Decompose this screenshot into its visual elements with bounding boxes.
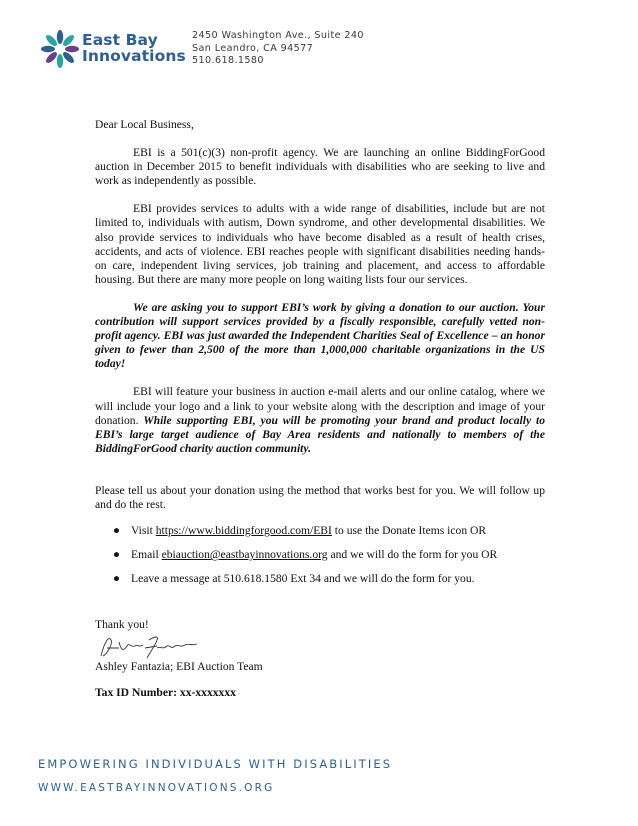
footer-website: WWW.EASTBAYINNOVATIONS.ORG: [38, 782, 275, 794]
address-phone: 510.618.1580: [192, 55, 264, 67]
letterhead-address: [192, 30, 364, 68]
logo-line-1: East Bay: [82, 31, 158, 49]
logo-line-2: Innovations: [82, 47, 186, 65]
option-text: Visit: [131, 524, 156, 538]
option-text: and we will do the form for you OR: [327, 548, 498, 562]
option-text: Leave a message at 510.618.1580 Ext 34 and we will do the form for you.: [131, 572, 475, 586]
ebi-pinwheel-logo-icon: [40, 26, 80, 72]
closing: Thank you!: [95, 618, 149, 632]
company-logo: [40, 26, 190, 76]
list-item: [113, 572, 545, 586]
signer-name: Ashley Fantazia; EBI Auction Team: [95, 660, 263, 674]
logo-wordmark: [82, 32, 186, 64]
letter-body: [95, 118, 545, 700]
handwritten-signature: [97, 634, 217, 660]
paragraph-appeal: We are asking you to support EBI’s work by giving a donation to our auction. Your contribution will support services provided by a fiscally responsible, carefully vetted non-profit agency. EBI was just awarded the Independent Charities Seal of Excellence – an honor given to fewer than 2,500 of the more than 1,000,000 charitable organizations in the US today!: [95, 300, 545, 371]
paragraph-promotion: [95, 385, 545, 455]
paragraph-intro: EBI is a 501(c)(3) non-profit agency. We are launching an online BiddingForGood auction in December 2015 to benefit individuals with disabilities who are seeking to live and work as independently as possible.: [95, 146, 545, 188]
donation-options-list: [95, 524, 545, 586]
bullet-icon: ●: [113, 524, 121, 538]
promotion-text: EBI will feature your business in auction e-mail alerts and our online catalog, where we will include your logo and a link to your website along with the description and image of your donation.: [95, 385, 545, 427]
tax-id: Tax ID Number: xx-xxxxxxx: [95, 685, 236, 699]
list-item: [113, 524, 545, 538]
option-text: to use the Donate Items icon OR: [331, 524, 487, 538]
bullet-icon: ●: [113, 572, 121, 586]
salutation: Dear Local Business,: [95, 118, 194, 131]
address-city: San Leandro, CA 94577: [192, 42, 314, 54]
bullet-icon: ●: [113, 548, 121, 562]
promotion-emphasis: While supporting EBI, you will be promoting your brand and product locally to EBI’s large target audience of Bay Area residents and nationally to members of the BiddingForGood charity auction community.: [95, 413, 546, 455]
list-item: [113, 548, 545, 562]
option-text: Email: [131, 548, 162, 562]
address-street: 2450 Washington Ave., Suite 240: [192, 30, 364, 41]
paragraph-instructions: Please tell us about your donation using the method that works best for you. We will follow up and do the rest.: [95, 483, 545, 511]
paragraph-services: EBI provides services to adults with a wide range of disabilities, include but are not limited to, individuals with autism, Down syndrome, and other developmental disabilities. We also provide services to individuals who have become disabled as a result of health crises, accidents, and acts of violence. EBI reaches people with significant disabilities needing hands-on care, independent living services, job training and placement, and access to affordable housing. But there are many more people on long waiting lists four our services.: [95, 202, 545, 286]
footer-tagline: EMPOWERING INDIVIDUALS WITH DISABILITIES: [38, 757, 393, 771]
email-link[interactable]: ebiauction@eastbayinnovations.org: [161, 548, 328, 562]
biddingforgood-link[interactable]: https://www.biddingforgood.com/EBI: [155, 524, 332, 538]
